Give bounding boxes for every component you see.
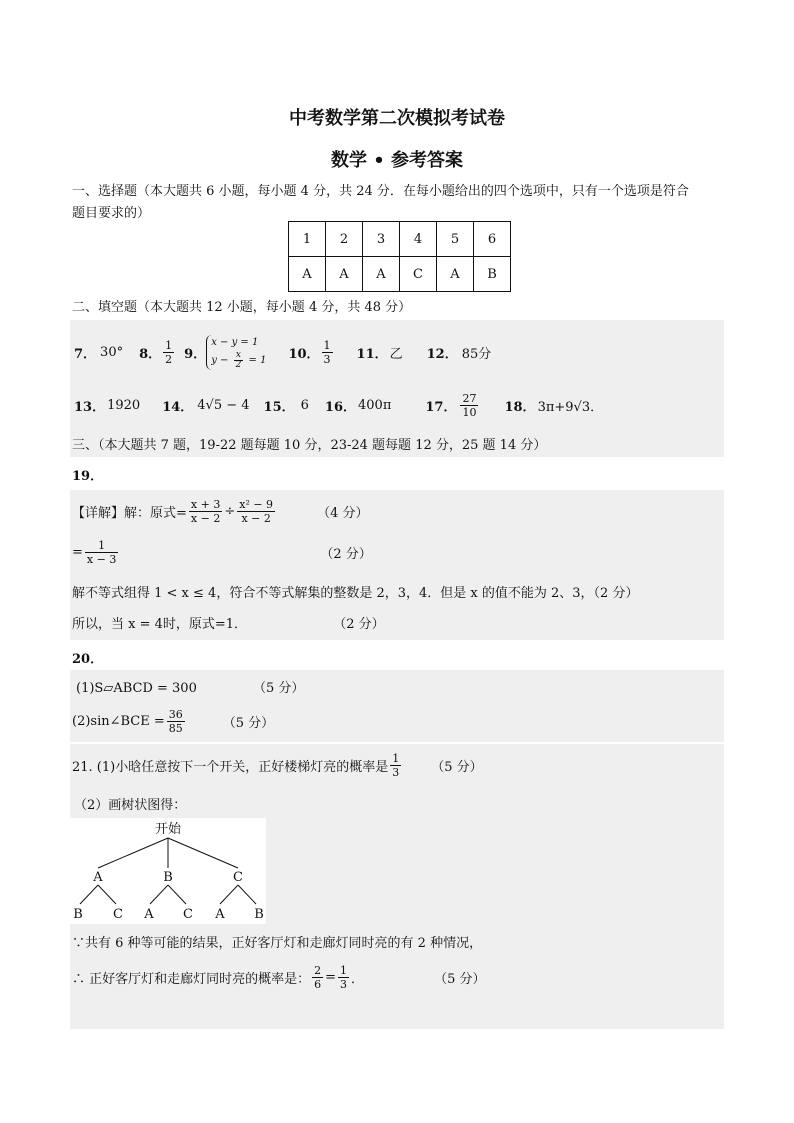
q21-period: ． [351, 971, 365, 987]
q21-line-4 [72, 960, 485, 994]
q16-answer: 400π [358, 397, 392, 413]
q17-fraction [460, 392, 478, 419]
q19-f2-denominator: x − 2 [241, 511, 271, 525]
q20-line2-score: （5 分） [222, 715, 275, 731]
q19-line4-text: 所以，当 x = 4时，原式=1． [72, 617, 248, 632]
tree-root-label: 开始 [154, 822, 182, 837]
q9-equation-1: x − y = 1 [211, 336, 259, 348]
q12-number: 12． [426, 346, 458, 362]
q21-line4-score: （5 分） [434, 971, 486, 987]
answer-table-header-row [289, 222, 511, 257]
q21-p-numerator: 1 [392, 751, 400, 765]
fill-in-row-1 [74, 334, 491, 370]
q8-fraction [163, 339, 174, 366]
answer-num: 6 [474, 222, 511, 257]
q9-eq2-numerator: x [234, 351, 244, 361]
tree-diagram [70, 818, 266, 924]
q14-number: 14． [162, 399, 194, 415]
tree-node-level2: B [73, 907, 83, 922]
section1-heading-cont: 题目要求的） [72, 206, 151, 221]
q20-denominator: 85 [168, 721, 183, 735]
q19-f3-numerator: 1 [85, 539, 118, 553]
section3-heading: 三、（本大题共 7 题，19-22 题每题 10 分，23-24 题每题 12 分，25 题 14 分） [72, 438, 547, 453]
fill-in-row-2 [74, 388, 603, 422]
q17-denominator: 10 [462, 405, 477, 419]
q11-answer: 乙 [389, 346, 403, 362]
q19-f3-denominator: x − 3 [86, 552, 117, 566]
q20-label: 20． [72, 652, 104, 667]
answer-choice: A [363, 257, 400, 292]
q20-numerator: 36 [168, 707, 183, 721]
q21-line-1 [72, 748, 483, 782]
q8-number: 8． [139, 346, 162, 362]
q13-answer: 1920 [107, 397, 141, 413]
q7-answer: 30° [100, 344, 124, 360]
q18-answer: 3π+9√3． [537, 399, 604, 415]
q15-answer: 6 [300, 397, 309, 413]
q12-answer: 85分 [461, 346, 492, 362]
q21-fraction-1-3 [338, 964, 349, 991]
q20-line1-text: (1)S▱ABCD = 300 [76, 681, 197, 696]
page-subtitle: 数学 • 参考答案 [330, 150, 464, 171]
q19-f1-numerator: x + 3 [190, 497, 221, 511]
q19-fraction-3 [85, 539, 118, 566]
answer-choice: A [289, 257, 326, 292]
q7-number: 7． [74, 346, 97, 362]
q19-fraction-2 [237, 498, 275, 525]
tree-node-level1: B [163, 870, 173, 885]
answer-num: 4 [400, 222, 437, 257]
tree-node-level2: A [144, 907, 154, 922]
tree-node-level2: C [113, 907, 123, 922]
q21-p3-numerator: 1 [340, 963, 348, 977]
q9-number: 9． [184, 346, 207, 362]
q19-line-1 [72, 494, 368, 528]
q21-line1-score: （5 分） [431, 759, 483, 775]
tree-node-level1: A [93, 870, 103, 885]
page-title: 中考数学第二次模拟考试卷 [289, 108, 505, 129]
answer-table [288, 221, 511, 292]
q8-numerator: 1 [165, 338, 173, 352]
q19-line-4 [72, 613, 385, 632]
q19-line-2 [72, 536, 372, 568]
answer-choice: B [474, 257, 511, 292]
q19-f1-denominator: x − 2 [190, 511, 221, 525]
tree-node-level2: A [215, 907, 225, 922]
answer-table-answer-row [289, 257, 511, 292]
q20-line2-prefix: (2)sin∠BCE = [72, 713, 165, 729]
q9-eq2-fraction [234, 351, 244, 370]
q13-number: 13． [74, 399, 106, 415]
q21-fraction-2-6 [312, 964, 323, 991]
q9-eq2-denominator: 2 [235, 359, 242, 370]
q20-line-1 [76, 677, 304, 696]
q21-line4-prefix: ∴ 正好客厅灯和走廊灯同时亮的概率是： [72, 971, 311, 987]
q21-p-denominator: 3 [392, 765, 400, 779]
answer-num: 5 [437, 222, 474, 257]
answer-num: 1 [289, 222, 326, 257]
q10-fraction [322, 339, 333, 366]
q10-denominator: 3 [323, 352, 331, 366]
q21-equals: = [325, 969, 337, 985]
tree-node-level2: C [183, 907, 193, 922]
q21-line-3: ∵共有 6 种等可能的结果，正好客厅灯和走廊灯同时亮的有 2 种情况， [72, 936, 483, 951]
q19-line2-score: （2 分） [320, 546, 372, 562]
q20-line-2 [72, 704, 274, 738]
answer-choice: A [326, 257, 363, 292]
q19-divide-sign: ÷ [224, 503, 236, 519]
q10-number: 10． [288, 346, 320, 362]
q19-line-3: 解不等式组得 1 < x ≤ 4，符合不等式解集的整数是 2，3，4．但是 x 的值不能为 2、3，（2 分） [72, 586, 639, 601]
q19-f2-numerator: x² − 9 [239, 497, 274, 511]
q19-fraction-1 [189, 498, 222, 525]
q8-denominator: 2 [165, 352, 173, 366]
tree-node-level2: B [254, 907, 264, 922]
q16-number: 16． [324, 399, 357, 415]
q17-numerator: 27 [462, 391, 477, 405]
q9-eq2-left: y − [211, 354, 229, 366]
q19-line2-prefix: = [72, 544, 83, 560]
q14-answer: 4√5 − 4 [197, 397, 250, 413]
answer-choice: A [437, 257, 474, 292]
q15-number: 15． [263, 399, 295, 415]
q20-line1-score: （5 分） [252, 681, 305, 696]
q10-numerator: 1 [323, 338, 331, 352]
q17-number: 17． [425, 399, 457, 415]
q9-equation-2 [211, 351, 266, 370]
q20-fraction [167, 708, 185, 735]
answer-choice: C [400, 257, 437, 292]
section1-heading: 一、选择题（本大题共 6 小题，每小题 4 分，共 24 分．在每小题给出的四个选项中，只有一个选项是符合 [72, 184, 689, 199]
q21-p3-denominator: 3 [340, 977, 348, 991]
q19-line1-prefix: 【详解】解：原式= [72, 505, 187, 521]
q21-p2-numerator: 2 [314, 963, 322, 977]
q9-equation-system [206, 335, 266, 370]
tree-node-level1: C [233, 870, 243, 885]
q9-eq2-right: = 1 [248, 354, 267, 366]
q21-probability-fraction [390, 752, 401, 779]
answer-num: 3 [363, 222, 400, 257]
q21-line-2: （2）画树状图得： [74, 798, 187, 813]
q19-label: 19． [72, 469, 104, 484]
q19-line1-score: （4 分） [317, 505, 369, 521]
q19-line4-score: （2 分） [333, 617, 385, 632]
answer-num: 2 [326, 222, 363, 257]
q21-p2-denominator: 6 [314, 977, 322, 991]
q11-number: 11． [356, 346, 388, 362]
q21-line1-prefix: 21. (1)小晗任意按下一个开关，正好楼梯灯亮的概率是 [72, 759, 389, 775]
section2-heading: 二、填空题（本大题共 12 小题，每小题 4 分，共 48 分） [72, 300, 412, 315]
q18-number: 18． [504, 399, 536, 415]
